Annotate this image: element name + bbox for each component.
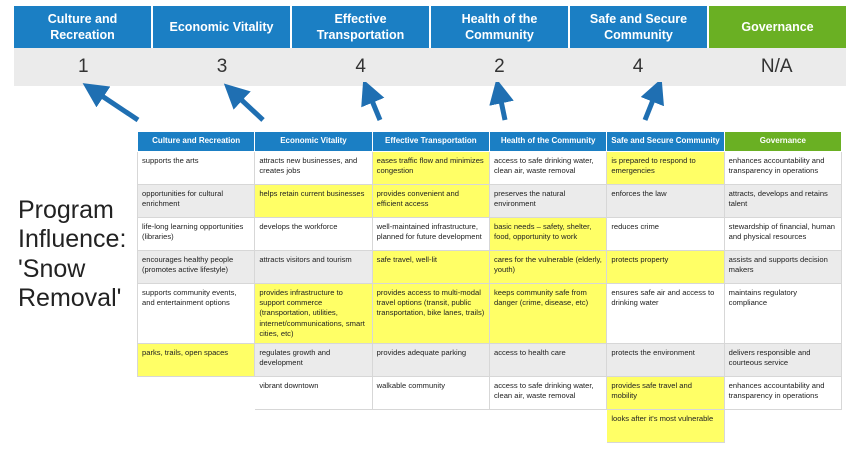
table-row [138,185,842,218]
matrix-cell [138,376,255,409]
header-cell-health-of-the-community [431,6,570,49]
matrix-col-culture-and-recreation: Culture and Recreation [138,132,255,152]
caption-line-2: Influence: [18,225,127,254]
matrix-cell: enforces the law [607,185,724,218]
matrix-col-economic-vitality: Economic Vitality [255,132,372,152]
header-label: Effective Transportation [316,12,405,42]
matrix-col-effective-transportation: Effective Transportation [372,132,489,152]
matrix-cell: provides infrastructure to support commerce (transportation, utilities, internet/communications, smart cities, etc) [255,284,372,344]
matrix-cell: supports the arts [138,152,255,185]
matrix-cell: attracts new businesses, and creates jobs [255,152,372,185]
matrix-col-health-of-the-community: Health of the Community [489,132,606,152]
score-row [14,48,846,86]
header-cell-governance [709,6,846,49]
matrix-cell: protects property [607,251,724,284]
matrix-cell: preserves the natural environment [489,185,606,218]
matrix-cell: keeps community safe from danger (crime, disease, etc) [489,284,606,344]
score-economic-vitality: 3 [216,56,228,77]
table-row [138,152,842,185]
header-label: Safe and Secure Community [589,12,688,42]
matrix-cell: helps retain current businesses [255,185,372,218]
caption-line-4: Removal' [18,283,122,312]
matrix-cell: attracts visitors and tourism [255,251,372,284]
table-row [138,376,842,409]
arrow-icon-safe-and-secure-community [625,82,675,124]
matrix-cell: reduces crime [607,218,724,251]
matrix-cell: maintains regulatory compliance [724,284,841,344]
header-cell-culture-and-recreation [14,6,153,49]
scorecard-header [14,6,846,49]
caption-line-3: 'Snow [18,254,86,283]
score-effective-transportation: 4 [355,56,366,77]
arrow-icon-economic-vitality [215,82,275,124]
matrix-cell: opportunities for cultural enrichment [138,185,255,218]
influence-matrix-table [137,131,842,443]
matrix-cell: delivers responsible and courteous service [724,343,841,376]
matrix-cell: cares for the vulnerable (elderly, youth) [489,251,606,284]
matrix-cell [489,409,606,442]
score-health-of-the-community: 2 [494,56,505,77]
header-label: Economic Vitality [169,19,274,34]
arrow-icon-health-of-the-community [485,82,535,124]
matrix-cell: ensures safe air and access to drinking water [607,284,724,344]
matrix-cell: provides convenient and efficient access [372,185,489,218]
matrix-col-safe-and-secure-community: Safe and Secure Community [607,132,724,152]
arrow-icon-culture-and-recreation [70,82,150,124]
matrix-cell [138,409,255,442]
score-safe-and-secure-community: 4 [632,56,644,77]
table-row [138,409,842,442]
matrix-cell: provides access to multi-modal travel options (transit, public transportation, bike lanes, trails) [372,284,489,344]
matrix-cell: develops the workforce [255,218,372,251]
matrix-cell: provides safe travel and mobility [607,376,724,409]
score-governance: N/A [760,56,793,77]
table-row [138,251,842,284]
matrix-cell: life-long learning opportunities (libraries) [138,218,255,251]
matrix-cell: protects the environment [607,343,724,376]
matrix-cell: basic needs – safety, shelter, food, opportunity to work [489,218,606,251]
matrix-header-row [138,132,842,152]
header-cell-effective-transportation [292,6,431,49]
matrix-cell: access to health care [489,343,606,376]
header-cell-economic-vitality [153,6,292,49]
matrix-cell [372,409,489,442]
matrix-cell: walkable community [372,376,489,409]
matrix-cell: regulates growth and development [255,343,372,376]
matrix-cell: provides adequate parking [372,343,489,376]
header-label: Culture and Recreation [47,12,118,42]
matrix-cell: enhances accountability and transparency in operations [724,152,841,185]
arrow-icon-effective-transportation [352,82,402,124]
matrix-cell: vibrant downtown [255,376,372,409]
matrix-cell: access to safe drinking water, clean air, waste removal [489,376,606,409]
matrix-cell [255,409,372,442]
matrix-cell: well-maintained infrastructure, planned for future development [372,218,489,251]
matrix-cell: assists and supports decision makers [724,251,841,284]
matrix-cell: parks, trails, open spaces [138,343,255,376]
table-row [138,343,842,376]
matrix-cell: access to safe drinking water, clean air, waste removal [489,152,606,185]
matrix-cell: eases traffic flow and minimizes congestion [372,152,489,185]
table-row [138,218,842,251]
header-cell-safe-and-secure-community [570,6,709,49]
matrix-cell: enhances accountability and transparency in operations [724,376,841,409]
matrix-cell: attracts, develops and retains talent [724,185,841,218]
header-label: Governance [741,19,814,34]
header-label: Health of the Community [461,12,538,42]
matrix-cell: is prepared to respond to emergencies [607,152,724,185]
table-row [138,284,842,344]
program-influence-caption [18,196,138,313]
matrix-cell: stewardship of financial, human and physical resources [724,218,841,251]
matrix-cell: looks after it's most vulnerable [607,409,724,442]
caption-line-1: Program [18,196,114,224]
matrix-col-governance: Governance [724,132,841,152]
matrix-cell: encourages healthy people (promotes active lifestyle) [138,251,255,284]
matrix-cell: safe travel, well-lit [372,251,489,284]
matrix-cell: supports community events, and entertainment options [138,284,255,344]
score-culture-and-recreation: 1 [78,56,89,77]
matrix-cell [724,409,841,442]
